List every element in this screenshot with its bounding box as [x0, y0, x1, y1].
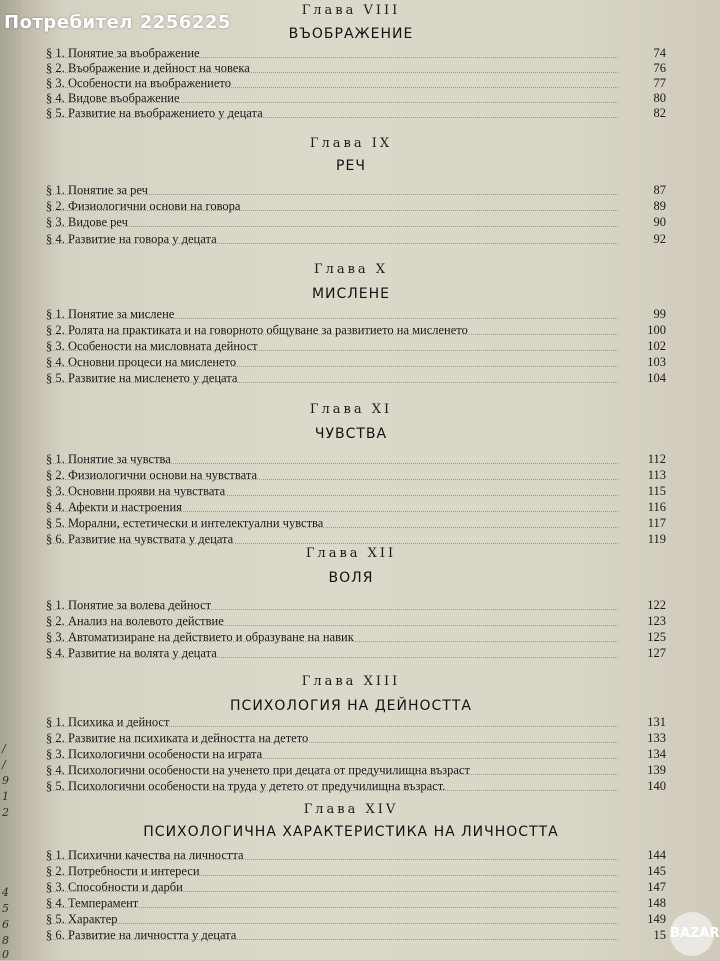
page-number: 74	[653, 46, 666, 60]
section-number: § 4.	[46, 91, 65, 105]
entry-label	[46, 928, 236, 942]
entry-label	[46, 91, 180, 105]
section-title: Характер	[68, 912, 118, 926]
toc-entry	[46, 532, 666, 546]
chapter-title: РЕЧ	[336, 158, 366, 174]
page-number: 90	[653, 215, 666, 229]
chapter-title: ВОЛЯ	[328, 570, 374, 586]
toc-entry	[46, 763, 666, 777]
toc-entry	[46, 46, 666, 60]
entry-label	[46, 598, 211, 612]
page-number: 99	[653, 307, 666, 321]
page-number: 117	[647, 516, 666, 530]
entry-label	[46, 199, 240, 213]
chapter-heading: Глава XI	[309, 402, 393, 417]
section-number: § 1.	[46, 183, 65, 197]
toc-entry	[46, 199, 666, 213]
section-number: § 1.	[46, 598, 65, 612]
page-number: 145	[647, 864, 666, 878]
toc-entry	[46, 864, 666, 878]
chapter-heading: Глава XII	[305, 546, 397, 561]
entry-label	[46, 614, 224, 628]
entry-label	[46, 215, 128, 229]
chapter-heading: Глава XIII	[301, 674, 401, 689]
section-title: Основни процеси на мисленето	[68, 355, 237, 369]
section-title: Психика и дейност	[68, 715, 170, 729]
entry-label	[46, 484, 225, 498]
chapter-title: ВЪОБРАЖЕНИЕ	[288, 26, 414, 42]
page-number: 122	[647, 598, 666, 612]
edge-digit: 6	[2, 918, 9, 931]
entry-label	[46, 630, 354, 644]
page-number: 113	[647, 468, 666, 482]
toc-entry	[46, 215, 666, 229]
page-number: 15	[653, 928, 666, 942]
page-number: 103	[647, 355, 666, 369]
toc-entry	[46, 61, 666, 75]
section-title: Физиологични основи на говора	[68, 199, 241, 213]
section-title: Развитие на личността у децата	[68, 928, 237, 942]
book-spine-edge	[0, 0, 22, 960]
toc-entry	[46, 630, 666, 644]
chapter-title: ПСИХОЛОГИЧНА ХАРАКТЕРИСТИКА НА ЛИЧНОСТТА	[143, 824, 559, 840]
page-number: 112	[647, 452, 666, 466]
section-number: § 6.	[46, 928, 65, 942]
section-number: § 2.	[46, 864, 65, 878]
toc-entry	[46, 339, 666, 353]
entry-label	[46, 46, 200, 60]
page-number: 92	[653, 232, 666, 246]
section-number: § 4.	[46, 896, 65, 910]
section-title: Автоматизиране на действието и образуване на навик	[68, 630, 354, 644]
toc-entry	[46, 848, 666, 862]
section-number: § 3.	[46, 76, 65, 90]
section-number: § 1.	[46, 848, 65, 862]
section-title: Темперамент	[68, 896, 139, 910]
section-number: § 3.	[46, 215, 65, 229]
page-number: 115	[647, 484, 666, 498]
entry-label	[46, 715, 169, 729]
edge-digit: 4	[2, 886, 9, 899]
entry-label	[46, 468, 257, 482]
toc-entry	[46, 516, 666, 530]
entry-label	[46, 307, 174, 321]
toc-entry	[46, 614, 666, 628]
toc-entry	[46, 323, 666, 337]
entry-label	[46, 371, 237, 385]
section-title: Развитие на чувствата у децата	[68, 532, 234, 546]
section-title: Физиологични основи на чувствата	[68, 468, 258, 482]
chapter-title: ЧУВСТВА	[314, 426, 388, 442]
entry-label	[46, 500, 182, 514]
entry-label	[46, 731, 308, 745]
entry-label	[46, 355, 236, 369]
chapter-heading: Глава IX	[309, 136, 393, 151]
leader-dots	[46, 923, 618, 924]
section-number: § 6.	[46, 532, 65, 546]
edge-digit: 5	[2, 902, 9, 915]
page-number: 125	[647, 630, 666, 644]
toc-entry	[46, 715, 666, 729]
toc-entry	[46, 731, 666, 745]
page-number: 87	[653, 183, 666, 197]
section-title: Понятие за волева дейност	[68, 598, 212, 612]
toc-entry	[46, 91, 666, 105]
section-title: Афекти и настроения	[68, 500, 182, 514]
page-number: 77	[653, 76, 666, 90]
page-number: 80	[653, 91, 666, 105]
section-title: Психологични особености на играта	[68, 747, 263, 761]
entry-label	[46, 516, 323, 530]
page-number: 100	[647, 323, 666, 337]
section-number: § 2.	[46, 731, 65, 745]
section-title: Основни прояви на чувствата	[68, 484, 226, 498]
entry-label	[46, 896, 138, 910]
edge-digit: 2	[2, 806, 9, 819]
toc-entry	[46, 484, 666, 498]
edge-digit: 8	[2, 934, 9, 947]
page-number: 89	[653, 199, 666, 213]
toc-entry	[46, 598, 666, 612]
page-number: 82	[653, 106, 666, 120]
entry-label	[46, 747, 262, 761]
toc-entry	[46, 928, 666, 942]
page-number: 131	[647, 715, 666, 729]
page-number: 134	[647, 747, 666, 761]
section-title: Въображение и дейност на човека	[68, 61, 250, 75]
entry-label	[46, 76, 231, 90]
entry-label	[46, 864, 200, 878]
page-number: 123	[647, 614, 666, 628]
entry-label	[46, 232, 217, 246]
marketplace-logo: BAZAR	[670, 912, 714, 956]
section-number: § 5.	[46, 779, 65, 793]
toc-entry	[46, 880, 666, 894]
chapter-heading: Глава VIII	[301, 3, 401, 18]
toc-entry	[46, 371, 666, 385]
toc-entry	[46, 779, 666, 793]
edge-digit: /	[2, 742, 6, 755]
section-number: § 5.	[46, 516, 65, 530]
section-title: Понятие за реч	[68, 183, 148, 197]
section-number: § 2.	[46, 614, 65, 628]
page-number: 147	[647, 880, 666, 894]
section-title: Понятие за чувства	[68, 452, 171, 466]
section-title: Понятие за мислене	[68, 307, 175, 321]
section-number: § 1.	[46, 307, 65, 321]
toc-entry	[46, 912, 666, 926]
toc-entry	[46, 355, 666, 369]
section-title: Видове въображение	[68, 91, 180, 105]
section-title: Понятие за въображение	[68, 46, 200, 60]
section-title: Способности и дарби	[68, 880, 183, 894]
entry-label	[46, 452, 171, 466]
edge-digit: 1	[2, 790, 9, 803]
section-number: § 1.	[46, 452, 65, 466]
section-number: § 5.	[46, 106, 65, 120]
section-number: § 5.	[46, 371, 65, 385]
toc-entry	[46, 76, 666, 90]
page-number: 127	[647, 646, 666, 660]
section-title: Видове реч	[68, 215, 128, 229]
page-number: 144	[647, 848, 666, 862]
leader-dots	[46, 226, 618, 227]
section-title: Потребности и интереси	[68, 864, 200, 878]
section-number: § 1.	[46, 715, 65, 729]
section-number: § 2.	[46, 323, 65, 337]
section-number: § 2.	[46, 61, 65, 75]
page-number: 116	[647, 500, 666, 514]
entry-label	[46, 106, 263, 120]
page-number: 102	[647, 339, 666, 353]
section-title: Развитие на психиката и дейността на детето	[68, 731, 309, 745]
toc-entry	[46, 183, 666, 197]
edge-digit: 9	[2, 774, 9, 787]
section-title: Психологични особености на ученето при децата от предучилищна възраст	[68, 763, 470, 777]
entry-label	[46, 763, 470, 777]
page-number: 148	[647, 896, 666, 910]
section-number: § 3.	[46, 747, 65, 761]
entry-label	[46, 646, 217, 660]
entry-label	[46, 848, 244, 862]
edge-digit: 0	[2, 948, 9, 961]
entry-label	[46, 183, 148, 197]
section-title: Особености на въображението	[68, 76, 231, 90]
section-number: § 3.	[46, 484, 65, 498]
toc-entry	[46, 106, 666, 120]
section-number: § 3.	[46, 339, 65, 353]
chapter-title: ПСИХОЛОГИЯ НА ДЕЙНОСТТА	[230, 698, 472, 714]
page-number: 149	[647, 912, 666, 926]
entry-label	[46, 880, 183, 894]
section-number: § 4.	[46, 232, 65, 246]
page-number: 140	[647, 779, 666, 793]
section-title: Развитие на волята у децата	[68, 646, 217, 660]
toc-entry	[46, 500, 666, 514]
page-number: 76	[653, 61, 666, 75]
page-number: 139	[647, 763, 666, 777]
toc-entry	[46, 452, 666, 466]
toc-entry	[46, 747, 666, 761]
section-number: § 4.	[46, 763, 65, 777]
toc-entry	[46, 307, 666, 321]
section-number: § 4.	[46, 500, 65, 514]
entry-label	[46, 912, 118, 926]
section-number: § 5.	[46, 912, 65, 926]
section-number: § 1.	[46, 46, 65, 60]
section-title: Развитие на въображението у децата	[68, 106, 263, 120]
user-watermark: Потребител 2256225	[4, 12, 231, 33]
toc-entry	[46, 232, 666, 246]
section-title: Психологични особености на труда у детето от предучилищна възраст.	[68, 779, 446, 793]
section-number: § 3.	[46, 630, 65, 644]
section-title: Развитие на говора у децата	[68, 232, 217, 246]
section-title: Развитие на мисленето у децата	[68, 371, 238, 385]
section-number: § 2.	[46, 199, 65, 213]
toc-entry	[46, 468, 666, 482]
toc-entry	[46, 896, 666, 910]
entry-label	[46, 779, 445, 793]
entry-label	[46, 61, 250, 75]
entry-label	[46, 339, 258, 353]
section-title: Анализ на волевото действие	[68, 614, 224, 628]
toc-entry	[46, 646, 666, 660]
chapter-heading: Глава X	[313, 262, 389, 277]
section-title: Морални, естетически и интелектуални чувства	[68, 516, 324, 530]
page-number: 119	[647, 532, 666, 546]
section-title: Психични качества на личността	[68, 848, 244, 862]
page-number: 104	[647, 371, 666, 385]
section-number: § 2.	[46, 468, 65, 482]
section-number: § 4.	[46, 646, 65, 660]
section-title: Особености на мисловната дейност	[68, 339, 258, 353]
chapter-heading: Глава XIV	[303, 802, 399, 817]
section-number: § 4.	[46, 355, 65, 369]
chapter-title: МИСЛЕНЕ	[311, 286, 391, 302]
section-number: § 3.	[46, 880, 65, 894]
entry-label	[46, 323, 468, 337]
edge-digit: /	[2, 758, 6, 771]
section-title: Ролята на практиката и на говорното общуване за развитието на мисленето	[68, 323, 468, 337]
entry-label	[46, 532, 233, 546]
page-number: 133	[647, 731, 666, 745]
